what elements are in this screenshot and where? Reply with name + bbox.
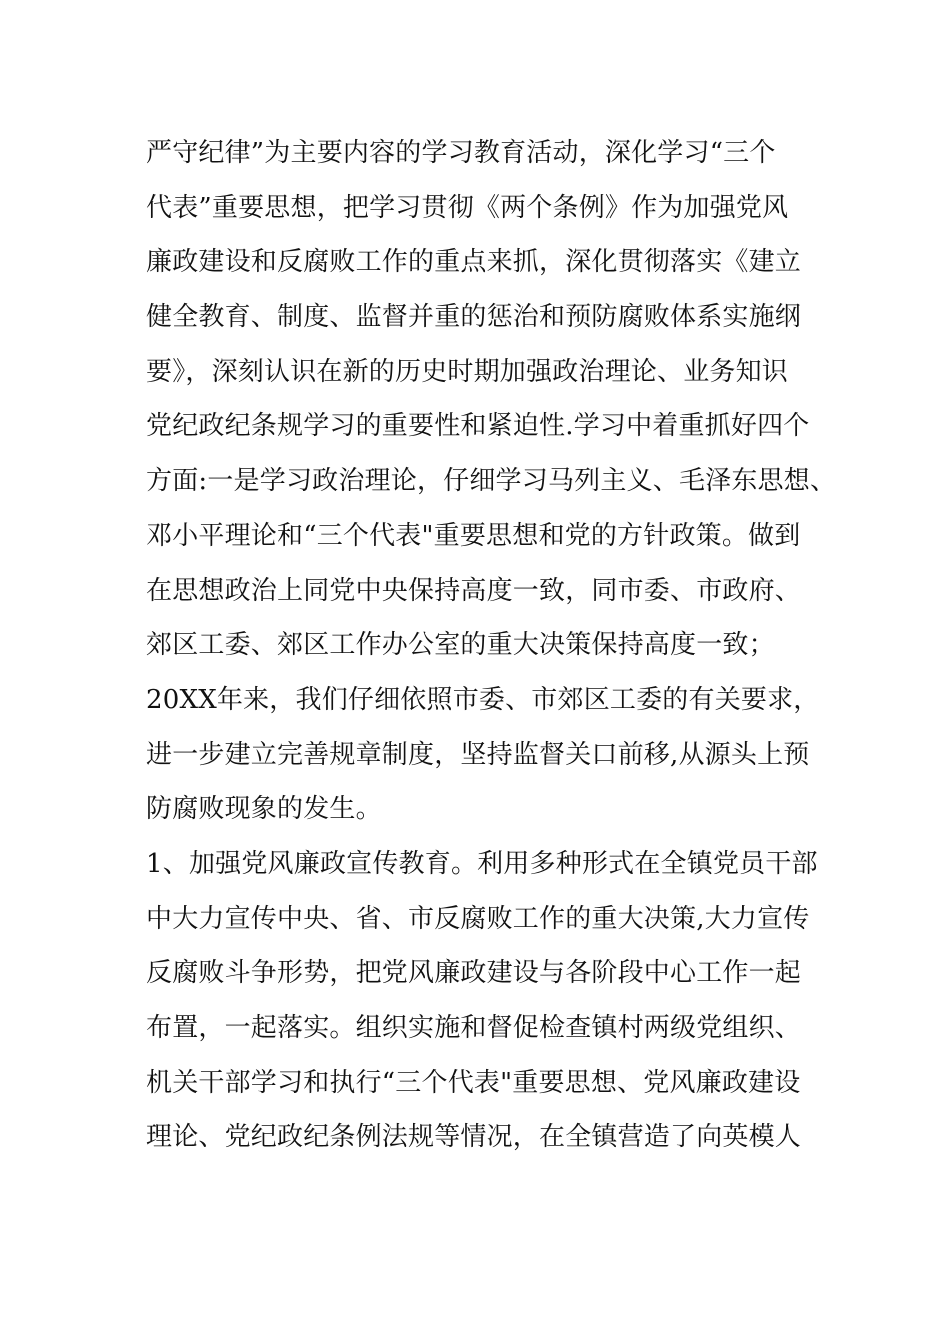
- text-line: 20XX年来，我们仔细依照市委、市郊区工委的有关要求，: [146, 684, 820, 715]
- text-line: 防腐败现象的发生。: [146, 794, 382, 825]
- text-line: 严守纪律”为主要内容的学习教育活动，深化学习“三个: [146, 138, 776, 168]
- text-line: 理论、党纪政纪条例法规等情况，在全镇营造了向英模人: [146, 1122, 802, 1153]
- text-line: 反腐败斗争形势，把党风廉政建设与各阶段中心工作一起: [146, 958, 802, 989]
- body-text: [146, 126, 836, 1165]
- text-line: 在思想政治上同党中央保持高度一致，同市委、市政府、: [146, 575, 802, 606]
- text-line: 廉政建设和反腐败工作的重点来抓，深化贯彻落实《建立: [146, 247, 802, 278]
- text-line: 代表”重要思想，把学习贯彻《两个条例》作为加强党风: [146, 192, 789, 223]
- text-line: 健全教育、制度、监督并重的惩治和预防腐败体系实施纲: [146, 302, 802, 333]
- text-line: 党纪政纪条规学习的重要性和紧迫性.学习中着重抓好四个: [146, 411, 810, 442]
- text-line: 邓小平理论和“三个代表"重要思想和党的方针政策。做到: [146, 520, 801, 551]
- text-line: 1、加强党风廉政宣传教育。利用多种形式在全镇党员干部: [146, 848, 818, 879]
- text-line: 进一步建立完善规章制度，坚持监督关口前移,从源头上预: [146, 739, 810, 770]
- text-line: 要》，深刻认识在新的历史时期加强政治理论、业务知识: [146, 356, 789, 387]
- text-line: 机关干部学习和执行“三个代表"重要思想、党风廉政建设: [146, 1067, 801, 1098]
- text-line: 郊区工委、郊区工作办公室的重大决策保持高度一致；: [146, 630, 775, 661]
- text-line: 中大力宣传中央、省、市反腐败工作的重大决策,大力宣传: [146, 903, 810, 934]
- text-line: 方面:一是学习政治理论，仔细学习马列主义、毛泽东思想、: [146, 466, 837, 497]
- text-line: 布置，一起落实。组织实施和督促检查镇村两级党组织、: [146, 1013, 802, 1043]
